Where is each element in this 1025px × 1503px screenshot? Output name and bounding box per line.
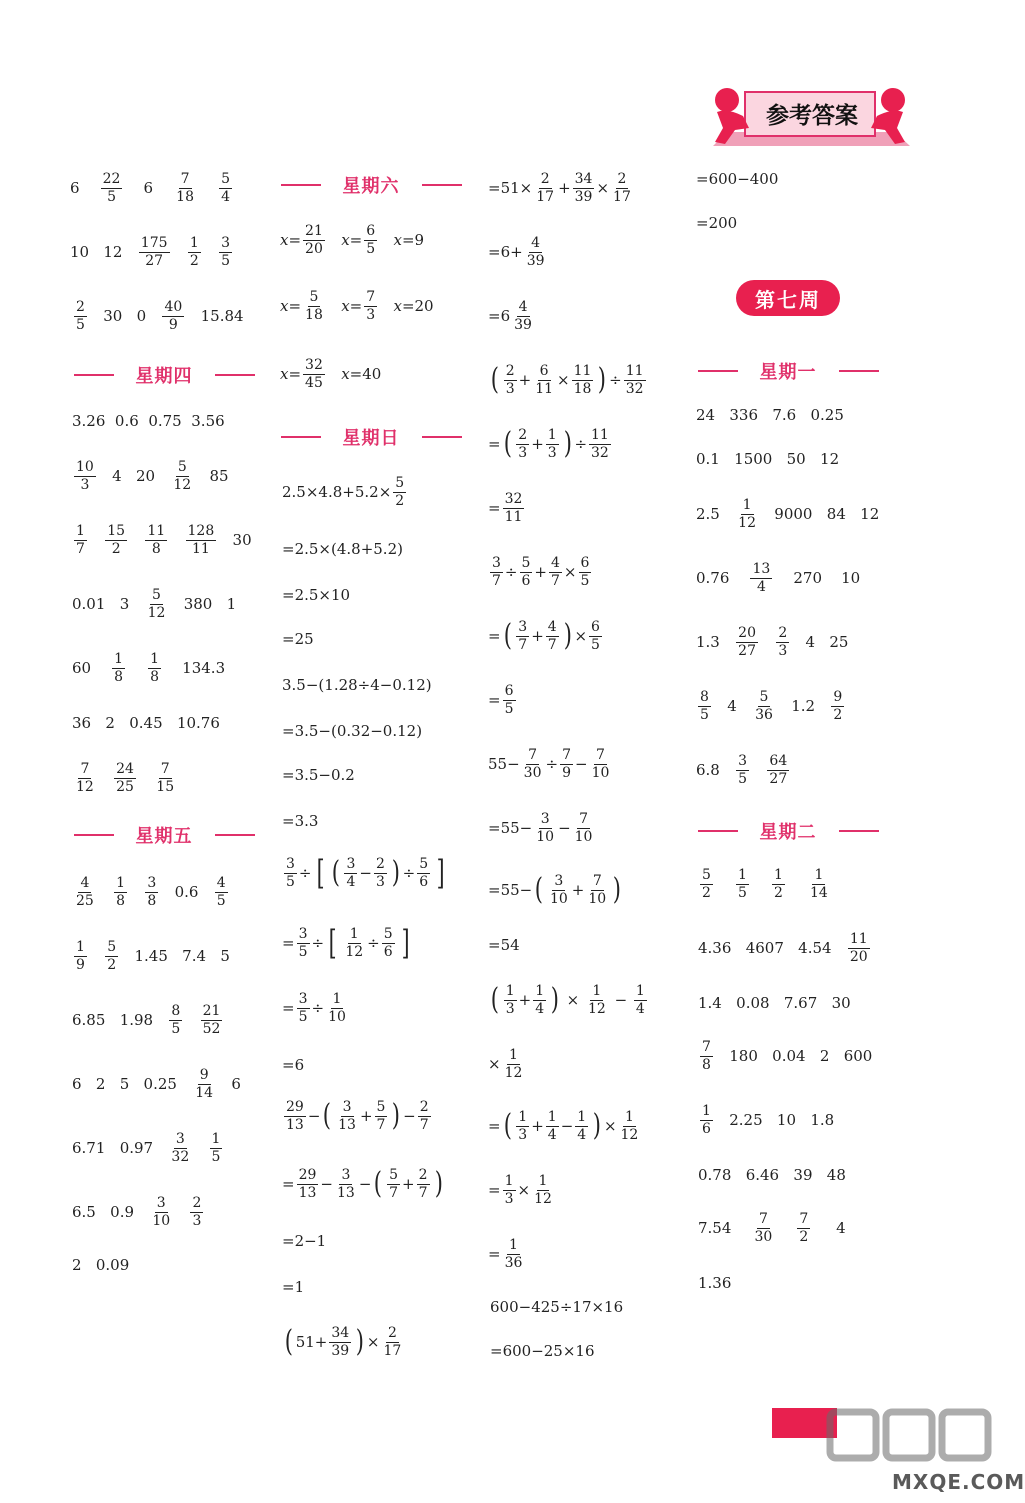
answer-row: 60 $\frac{1}{8}$ $\frac{1}{8}$ 134.3 [72, 651, 226, 685]
day-heading-friday: 星期五 [68, 822, 260, 848]
answer-row: 600−425÷17×16 [490, 1298, 624, 1316]
answer-row: = $\frac{3}{5}$ ÷ [ $\frac{1}{12}$ ÷ $\frac{5}{6}$ ] [282, 923, 410, 963]
watermark-text: MXQE.COM [892, 1470, 1025, 1494]
answer-row: =6+ $\frac{4}{39}$ [488, 235, 545, 269]
answer-row: ( 51+ $\frac{34}{39}$ ) × $\frac{2}{17}$ [284, 1324, 402, 1360]
answer-row: x = $\frac{21}{20}$ x = $\frac{6}{5}$ x =9 [280, 223, 425, 257]
answer-row: $\frac{10}{3}$ 4 20 $\frac{5}{12}$ 85 [76, 459, 229, 493]
answer-row: 1.4 0.08 7.67 30 [698, 994, 851, 1012]
answer-row: =6 $\frac{4}{39}$ [488, 299, 532, 333]
answer-row: ( $\frac{1}{3}$ + $\frac{1}{4}$ ) × $\frac{1}{12}$ − $\frac{1}{4}$ [490, 982, 645, 1018]
answer-row: 6 2 5 0.25 $\frac{9}{14}$ 6 [72, 1067, 241, 1101]
answer-row: 0.78 6.46 39 48 [698, 1166, 846, 1184]
answer-row: =25 [282, 630, 314, 648]
answer-row: 1.3 $\frac{20}{27}$ $\frac{2}{3}$ 4 25 [696, 625, 849, 659]
answer-row: 10 12 $\frac{175}{27}$ $\frac{1}{2}$ $\frac{3}{5}$ [70, 235, 230, 269]
answer-row: 4.36 4607 4.54 $\frac{11}{20}$ [698, 931, 868, 965]
answer-row: =51× $\frac{2}{17}$ + $\frac{34}{39}$ × $\frac{2}{17}$ [488, 171, 631, 205]
answer-row: =2.5×10 [282, 586, 351, 604]
answer-row: 7.54 $\frac{7}{30}$ $\frac{7}{2}$ 4 [698, 1211, 846, 1245]
answer-row: $\frac{4}{25}$ $\frac{1}{8}$ $\frac{3}{8}$ 0.6 $\frac{4}{5}$ [76, 875, 226, 909]
answer-row: ( $\frac{2}{3}$ + $\frac{6}{11}$ × $\frac{11}{18}$ ) ÷ $\frac{11}{32}$ [490, 362, 644, 398]
answer-row: $\frac{1}{9}$ $\frac{5}{2}$ 1.45 7.4 5 [76, 939, 230, 973]
day-heading-sunday: 星期日 [275, 424, 467, 450]
answer-row: = $\frac{3}{5}$ ÷ $\frac{1}{10}$ [282, 991, 346, 1025]
answer-row: = ( $\frac{1}{3}$ + $\frac{1}{4}$ − $\frac{1}{4}$ ) × $\frac{1}{12}$ [488, 1108, 639, 1144]
answer-row: =2.5×(4.8+5.2) [282, 540, 403, 558]
answer-row: =55− ( $\frac{3}{10}$ + $\frac{7}{10}$ ) [488, 872, 622, 908]
answer-row: 6 $\frac{22}{5}$ 6 $\frac{7}{18}$ $\frac{5}{4}$ [70, 171, 230, 205]
answer-row: 0.1 1500 50 12 [696, 450, 840, 468]
answer-row: $\frac{29}{13}$ − ( $\frac{3}{13}$ + $\frac{5}{7}$ ) − $\frac{2}{7}$ [286, 1098, 429, 1134]
answer-row: 6.5 0.9 $\frac{3}{10}$ $\frac{2}{3}$ [72, 1195, 202, 1229]
answer-row: =54 [488, 936, 520, 954]
answer-row: 6.85 1.98 $\frac{8}{5}$ $\frac{21}{52}$ [72, 1003, 221, 1037]
answer-row: $\frac{1}{7}$ $\frac{15}{2}$ $\frac{11}{8}$ $\frac{128}{11}$ 30 [76, 523, 252, 557]
answer-row: 36 2 0.45 10.76 [72, 714, 220, 732]
answer-row: = $\frac{32}{11}$ [488, 491, 523, 525]
answer-row: $\frac{3}{5}$ ÷ [ ( $\frac{3}{4}$ − $\frac{2}{3}$ ) ÷ $\frac{5}{6}$ ] [286, 853, 445, 893]
week-badge: 第七周 [736, 280, 840, 316]
answer-row: =3.5−0.2 [282, 766, 355, 784]
answer-row: = $\frac{29}{13}$ − $\frac{3}{13}$ − ( $\frac{5}{7}$ + $\frac{2}{7}$ ) [282, 1166, 443, 1202]
answer-row: $\frac{7}{12}$ $\frac{24}{25}$ $\frac{7}{15}$ [76, 761, 175, 795]
answer-row: 6.71 0.97 $\frac{3}{32}$ $\frac{1}{5}$ [72, 1131, 221, 1165]
answer-row: =6 [282, 1056, 305, 1074]
answer-row: =600−400 [696, 170, 779, 188]
answer-row: x = $\frac{32}{45}$ x =40 [280, 357, 382, 391]
answer-row: $\frac{5}{2}$ $\frac{1}{5}$ $\frac{1}{2}$ $\frac{1}{14}$ [702, 867, 828, 901]
answer-row: 1.36 [698, 1274, 732, 1292]
day-heading-saturday: 星期六 [275, 172, 467, 198]
day-heading-tuesday: 星期二 [692, 818, 884, 844]
answer-row: 2.5 $\frac{1}{12}$ 9000 84 12 [696, 497, 880, 531]
answer-row: =55− $\frac{3}{10}$ − $\frac{7}{10}$ [488, 811, 593, 845]
answer-row: 0.01 3 $\frac{5}{12}$ 380 1 [72, 587, 237, 621]
answer-row: × $\frac{1}{12}$ [488, 1047, 523, 1081]
answer-row: 24 336 7.6 0.25 [696, 406, 844, 424]
answer-row: $\frac{1}{6}$ 2.25 10 1.8 [702, 1103, 835, 1137]
answer-row: = $\frac{1}{36}$ [488, 1237, 523, 1271]
answer-row: $\frac{8}{5}$ 4 $\frac{5}{36}$ 1.2 $\frac{9}{2}$ [700, 689, 843, 723]
banner-title: 参考答案 [766, 102, 858, 129]
answer-row: = ( $\frac{3}{7}$ + $\frac{4}{7}$ ) × $\frac{6}{5}$ [488, 618, 600, 654]
answer-row: 2.5×4.8+5.2× $\frac{5}{2}$ [282, 475, 405, 509]
answer-row: =1 [282, 1278, 305, 1296]
answer-row: =600−25×16 [490, 1342, 595, 1360]
day-heading-monday: 星期一 [692, 358, 884, 384]
answer-row: $\frac{7}{8}$ 180 0.04 2 600 [702, 1039, 873, 1073]
answer-row: =3.3 [282, 812, 319, 830]
answer-row: =2−1 [282, 1232, 327, 1250]
answer-row: =200 [696, 214, 738, 232]
answer-row: = $\frac{1}{3}$ × $\frac{1}{12}$ [488, 1173, 552, 1207]
answer-row: = $\frac{6}{5}$ [488, 683, 514, 717]
answer-row: = ( $\frac{2}{3}$ + $\frac{1}{3}$ ) ÷ $\frac{11}{32}$ [488, 426, 609, 462]
answer-row: 2 0.09 [72, 1256, 130, 1274]
answer-row: $\frac{2}{5}$ 30 0 $\frac{40}{9}$ 15.84 [76, 299, 244, 333]
answer-row: =3.5−(0.32−0.12) [282, 722, 423, 740]
answer-row: 6.8 $\frac{3}{5}$ $\frac{64}{27}$ [696, 753, 788, 787]
answer-row: 0.76 $\frac{13}{4}$ 270 10 [696, 561, 861, 595]
answer-row: 55− $\frac{7}{30}$ ÷ $\frac{7}{9}$ − $\frac{7}{10}$ [488, 747, 610, 781]
answer-row: 3.5−(1.28÷4−0.12) [282, 676, 432, 694]
answer-row: $\frac{3}{7}$ ÷ $\frac{5}{6}$ + $\frac{4}{7}$ × $\frac{6}{5}$ [492, 555, 590, 589]
day-heading-thursday: 星期四 [68, 362, 260, 388]
answer-row: 3.26 0.6 0.75 3.56 [72, 412, 225, 430]
answer-row: x = $\frac{5}{18}$ x = $\frac{7}{3}$ x =20 [280, 289, 434, 323]
